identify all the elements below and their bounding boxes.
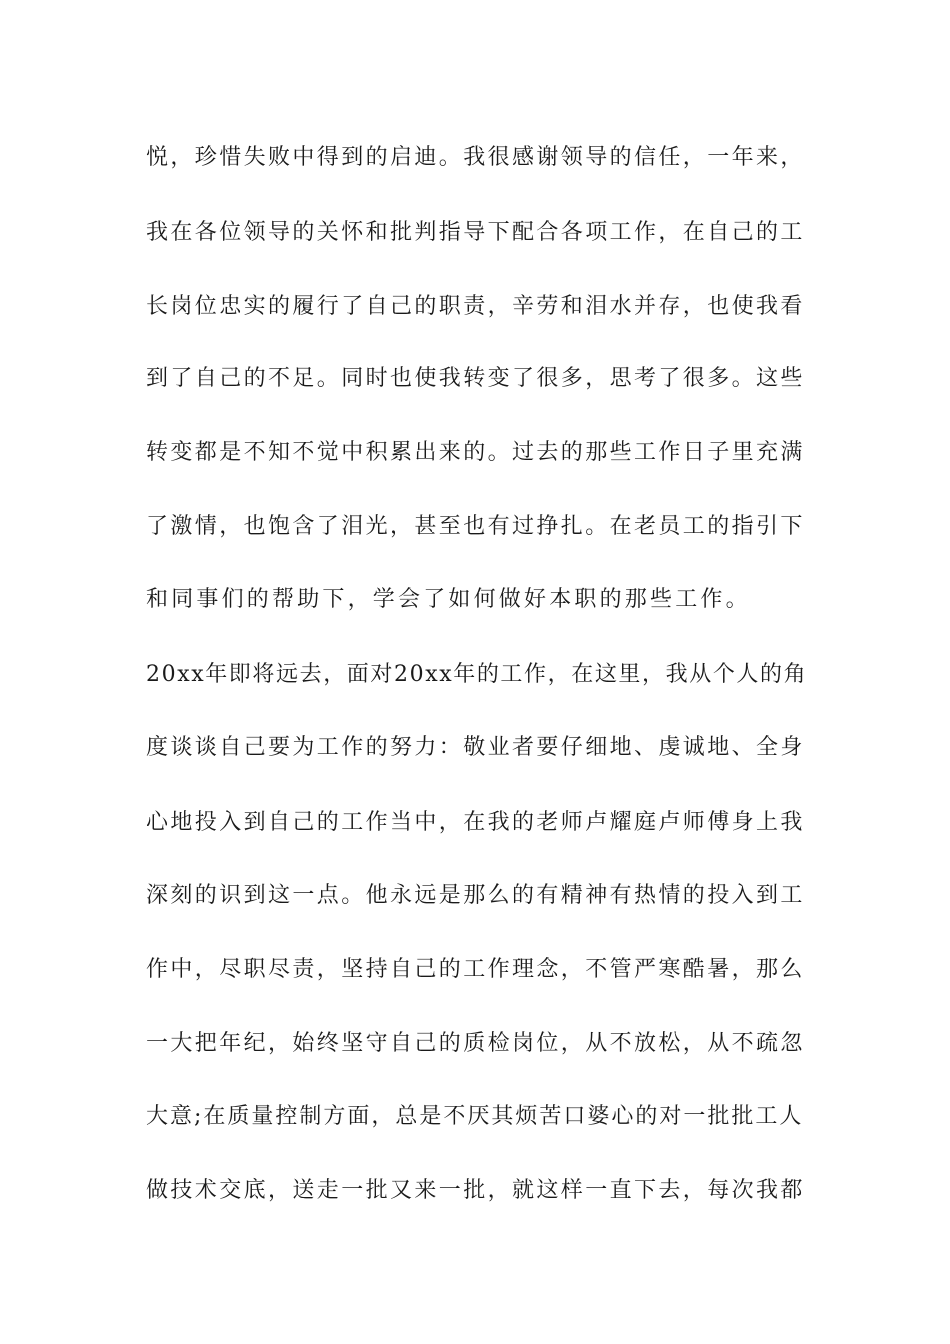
- text-line-7: 和同事们的帮助下，学会了如何做好本职的那些工作。: [146, 587, 751, 612]
- text-line-15: 做技术交底，送走一批又来一批，就这样一直下去，每次我都: [146, 1178, 805, 1203]
- text-line-4: 到了自己的不足。同时也使我转变了很多，思考了很多。这些: [146, 366, 805, 391]
- text-line-10: 心地投入到自己的工作当中，在我的老师卢耀庭卢师傅身上我: [146, 810, 805, 835]
- text-line-11: 深刻的识到这一点。他永远是那么的有精神有热情的投入到工: [146, 883, 805, 908]
- text-line-6: 了激情，也饱含了泪光，甚至也有过挣扎。在老员工的指引下: [146, 514, 805, 539]
- text-line-8: 20xx年即将远去，面对20xx年的工作，在这里，我从个人的角: [146, 662, 808, 687]
- text-line-3: 长岗位忠实的履行了自己的职责，辛劳和泪水并存，也使我看: [146, 294, 805, 319]
- text-line-5: 转变都是不知不觉中积累出来的。过去的那些工作日子里充满: [146, 440, 805, 465]
- text-line-12: 作中，尽职尽责，坚持自己的工作理念，不管严寒酷暑，那么: [146, 957, 805, 982]
- text-line-2: 我在各位领导的关怀和批判指导下配合各项工作，在自己的工: [146, 220, 805, 245]
- text-line-13: 一大把年纪，始终坚守自己的质检岗位，从不放松，从不疏忽: [146, 1031, 805, 1056]
- text-line-14: 大意;在质量控制方面，总是不厌其烦苦口婆心的对一批批工人: [146, 1104, 804, 1129]
- text-line-1: 悦，珍惜失败中得到的启迪。我很感谢领导的信任，一年来，: [146, 145, 805, 170]
- text-line-9: 度谈谈自己要为工作的努力：敬业者要仔细地、虔诚地、全身: [146, 735, 805, 760]
